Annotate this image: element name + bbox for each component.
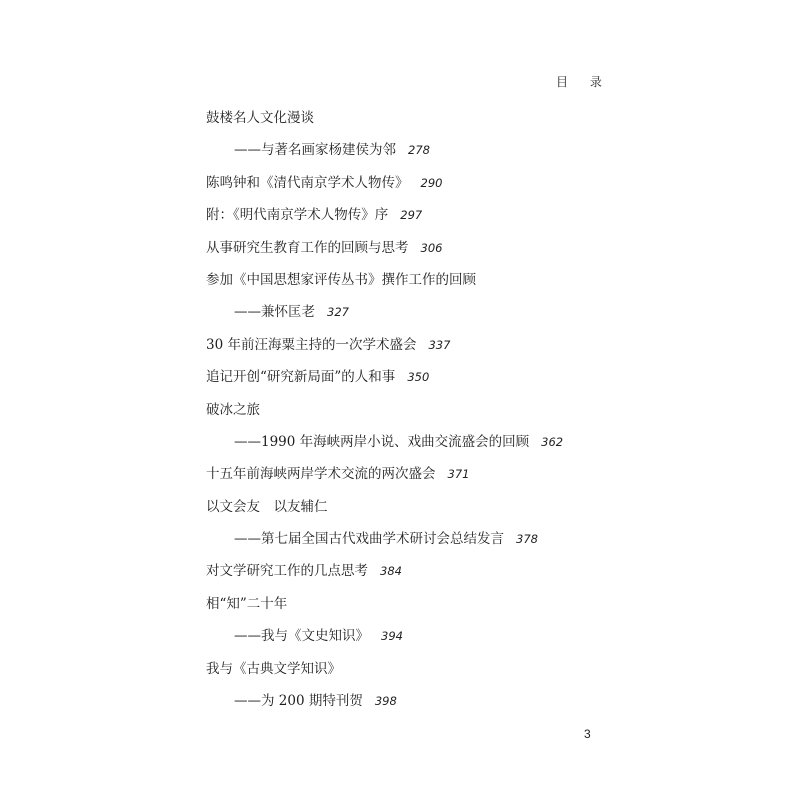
toc-entry-title: 十五年前海峡两岸学术交流的两次盛会 — [206, 466, 436, 483]
toc-entry-title: 30 年前汪海粟主持的一次学术盛会 — [206, 336, 417, 353]
toc-entry — [206, 464, 686, 496]
toc-entry-title: 参加《中国思想家评传丛书》撰作工作的回顾 — [206, 271, 476, 288]
toc-entry-title: 从事研究生教育工作的回顾与思考 — [206, 239, 409, 256]
page-number: 3 — [584, 727, 591, 741]
toc-entry-title: ——与著名画家杨建侯为邻 — [234, 142, 396, 159]
toc-entry-page: 290 — [420, 175, 443, 190]
toc-subtitle — [206, 140, 686, 172]
toc-entry — [206, 270, 686, 302]
toc-entry-title: 破冰之旅 — [206, 401, 260, 418]
toc-entry-title: 追记开创“研究新局面”的人和事 — [206, 369, 396, 386]
toc-subtitle — [206, 529, 686, 561]
toc-entry — [206, 108, 686, 140]
toc-entry-title: ——为 200 期特刊贺 — [234, 693, 363, 710]
toc-entry-title: 鼓楼名人文化漫谈 — [206, 110, 314, 126]
toc-entry — [206, 400, 686, 432]
toc-entry-title: ——1990 年海峡两岸小说、戏曲交流盛会的回顾 — [234, 433, 530, 450]
toc-entry — [206, 173, 686, 205]
toc-subtitle — [206, 302, 686, 334]
toc-entry-title: ——兼怀匡老 — [234, 304, 315, 321]
toc-entry-page: 337 — [428, 337, 451, 352]
toc-subtitle — [206, 432, 686, 464]
toc-subtitle — [206, 626, 686, 658]
toc-entry-title: ——我与《文史知识》 — [234, 628, 369, 645]
toc-subtitle — [206, 691, 686, 723]
toc-entry-title: 我与《古典文学知识》 — [206, 660, 341, 677]
toc-entry-title: 附：《明代南京学术人物传》序 — [206, 207, 389, 224]
toc-entry-title: 对文学研究工作的几点思考 — [206, 563, 368, 580]
toc-entry — [206, 497, 686, 529]
toc-entry-page: 306 — [420, 240, 443, 255]
toc-entry — [206, 659, 686, 691]
running-head: 目 录 — [556, 75, 611, 89]
table-of-contents — [206, 108, 686, 723]
toc-entry — [206, 238, 686, 270]
toc-entry-title: 相“知”二十年 — [206, 595, 288, 612]
toc-entry-title: 陈鸣钟和《清代南京学术人物传》 — [206, 174, 409, 191]
toc-entry-page: 278 — [408, 143, 430, 158]
toc-entry-page: 384 — [380, 564, 402, 579]
toc-entry-page: 297 — [400, 208, 423, 223]
toc-entry — [206, 205, 686, 237]
toc-entry-page: 394 — [381, 629, 403, 644]
toc-entry-title: ——第七届全国古代戏曲学术研讨会总结发言 — [234, 531, 504, 548]
toc-entry-title: 以文会友 以友辅仁 — [206, 498, 328, 515]
toc-entry — [206, 561, 686, 593]
toc-entry-page: 327 — [327, 305, 349, 320]
toc-entry — [206, 367, 686, 399]
toc-entry-page: 398 — [374, 694, 397, 709]
toc-entry-page: 362 — [541, 434, 564, 449]
toc-entry-page: 371 — [447, 467, 470, 482]
toc-entry-page: 378 — [516, 532, 538, 547]
toc-entry — [206, 594, 686, 626]
toc-entry-page: 350 — [407, 370, 430, 385]
toc-entry — [206, 335, 686, 367]
